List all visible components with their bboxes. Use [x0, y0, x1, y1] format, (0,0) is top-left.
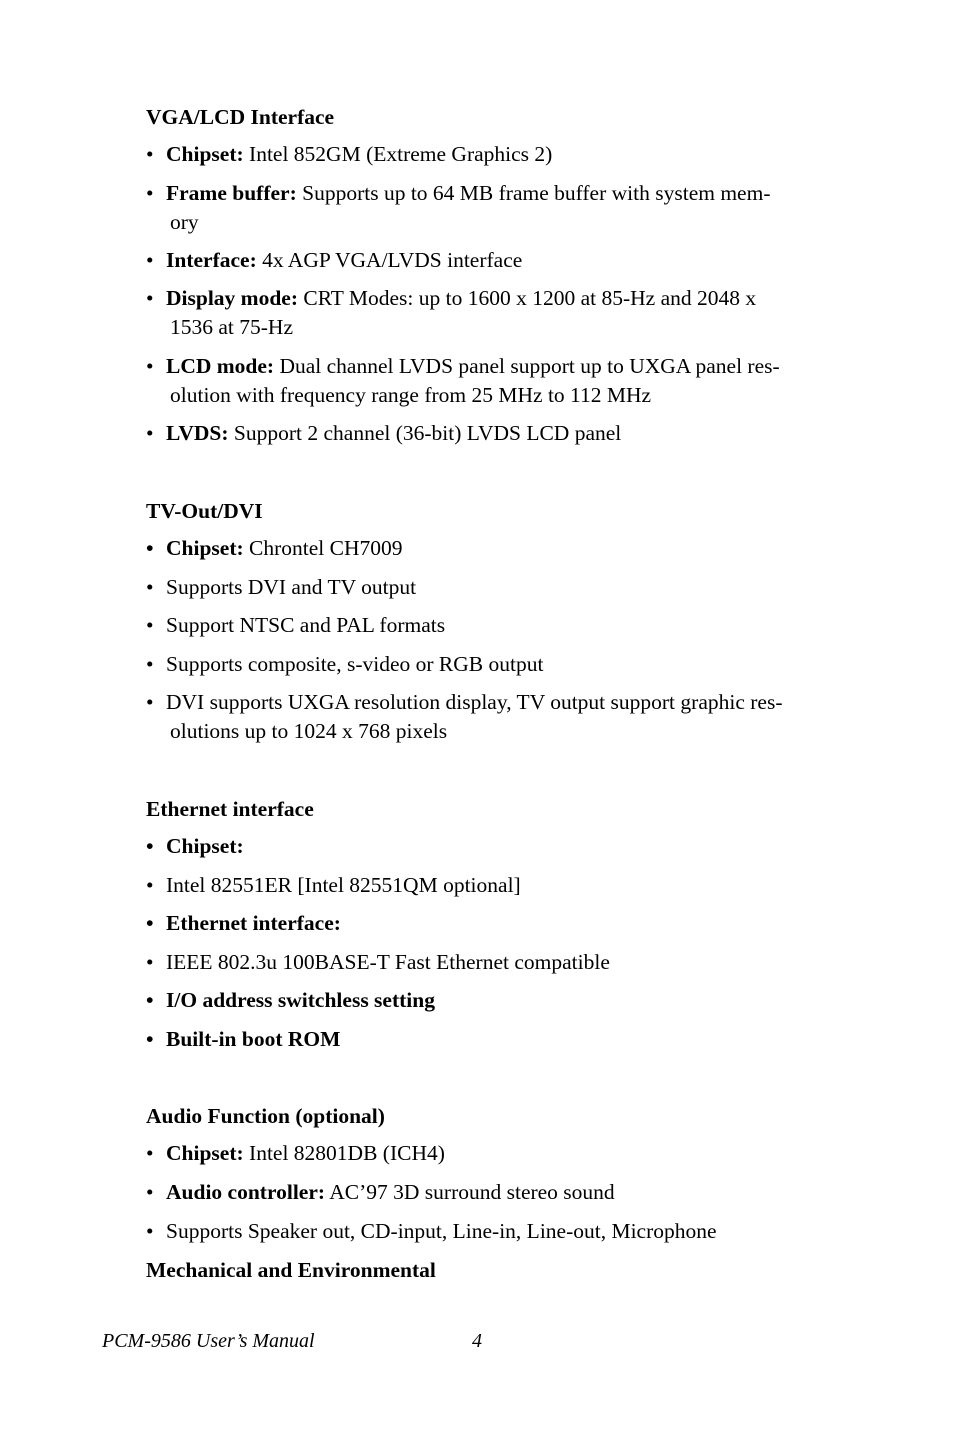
list-item	[146, 948, 866, 977]
item-text: DVI supports UXGA resolution display, TV output support graphic res-	[166, 690, 783, 714]
item-label: Chipset:	[166, 536, 244, 560]
list-item	[146, 573, 866, 602]
item-text: Chrontel CH7009	[243, 536, 403, 560]
item-text: CRT Modes: up to 1600 x 1200 at 85-Hz and 2048 x	[298, 286, 757, 310]
list-item	[146, 611, 866, 640]
item-continuation: 1536 at 75-Hz	[170, 315, 293, 339]
list-item	[146, 1139, 866, 1168]
footer-page-number: 4	[472, 1330, 482, 1352]
list-item	[146, 1178, 866, 1207]
bullet: •	[146, 1027, 154, 1051]
item-continuation: ory	[170, 210, 199, 234]
list-item	[146, 1217, 866, 1246]
list-item	[146, 832, 866, 861]
item-text: Intel 82801DB (ICH4)	[243, 1141, 445, 1165]
item-label: Interface:	[166, 248, 257, 272]
list-item	[146, 419, 866, 448]
item-label: Audio controller:	[166, 1180, 326, 1204]
item-label: Chipset:	[166, 142, 244, 166]
bullet: •	[146, 690, 154, 714]
bullet: •	[146, 1219, 154, 1243]
section-heading-vga-lcd: VGA/LCD Interface	[146, 105, 335, 129]
list-item	[146, 246, 866, 275]
list-item	[146, 179, 866, 237]
bullet: •	[146, 536, 154, 560]
list-item	[146, 688, 866, 746]
list-item	[146, 284, 866, 342]
bullet: •	[146, 1180, 154, 1204]
section-heading-tv-out-dvi: TV-Out/DVI	[146, 499, 263, 523]
bullet: •	[146, 652, 154, 676]
bullet: •	[146, 421, 154, 445]
bullet: •	[146, 834, 154, 858]
item-text: Intel 852GM (Extreme Graphics 2)	[243, 142, 553, 166]
item-text: AC’97 3D surround stereo sound	[325, 1180, 615, 1204]
bullet: •	[146, 181, 154, 205]
list-item	[146, 352, 866, 410]
item-text: 4x AGP VGA/LVDS interface	[256, 248, 523, 272]
section-heading-audio: Audio Function (optional)	[146, 1104, 385, 1128]
item-text: Support 2 channel (36-bit) LVDS LCD panel	[228, 421, 622, 445]
footer-manual-title: PCM-9586 User’s Manual	[102, 1330, 315, 1352]
bullet: •	[146, 142, 154, 166]
item-text: Supports Speaker out, CD-input, Line-in, Line-out, Microphone	[166, 1219, 717, 1243]
item-continuation: olutions up to 1024 x 768 pixels	[170, 719, 448, 743]
item-label: LVDS:	[166, 421, 229, 445]
item-label: Chipset:	[166, 834, 244, 858]
list-item	[146, 986, 866, 1015]
item-text: IEEE 802.3u 100BASE-T Fast Ethernet compatible	[166, 950, 610, 974]
item-label: LCD mode:	[166, 354, 275, 378]
item-label: Built-in boot ROM	[166, 1027, 341, 1051]
bullet: •	[146, 873, 154, 897]
bullet: •	[146, 1141, 154, 1165]
item-label: Frame buffer:	[166, 181, 297, 205]
bullet: •	[146, 911, 154, 935]
item-text: Supports up to 64 MB frame buffer with system mem-	[296, 181, 771, 205]
item-label: Display mode:	[166, 286, 298, 310]
item-label: I/O address switchless setting	[166, 988, 435, 1012]
list-item	[146, 650, 866, 679]
bullet: •	[146, 613, 154, 637]
list-item	[146, 140, 866, 169]
section-heading-ethernet: Ethernet interface	[146, 797, 314, 821]
list-item	[146, 534, 866, 563]
item-text: Intel 82551ER [Intel 82551QM optional]	[166, 873, 521, 897]
list-item	[146, 1025, 866, 1054]
bullet: •	[146, 988, 154, 1012]
item-label: Ethernet interface:	[166, 911, 341, 935]
bullet: •	[146, 950, 154, 974]
item-text: Supports DVI and TV output	[166, 575, 417, 599]
list-item	[146, 909, 866, 938]
bullet: •	[146, 286, 154, 310]
item-text: Supports composite, s-video or RGB output	[166, 652, 544, 676]
bullet: •	[146, 575, 154, 599]
section-heading-mechanical: Mechanical and Environmental	[146, 1258, 436, 1282]
item-text: Dual channel LVDS panel support up to UXGA panel res-	[274, 354, 780, 378]
bullet: •	[146, 354, 154, 378]
bullet: •	[146, 248, 154, 272]
item-label: Chipset:	[166, 1141, 244, 1165]
item-text: Support NTSC and PAL formats	[166, 613, 446, 637]
item-continuation: olution with frequency range from 25 MHz to 112 MHz	[170, 383, 652, 407]
list-item	[146, 871, 866, 900]
